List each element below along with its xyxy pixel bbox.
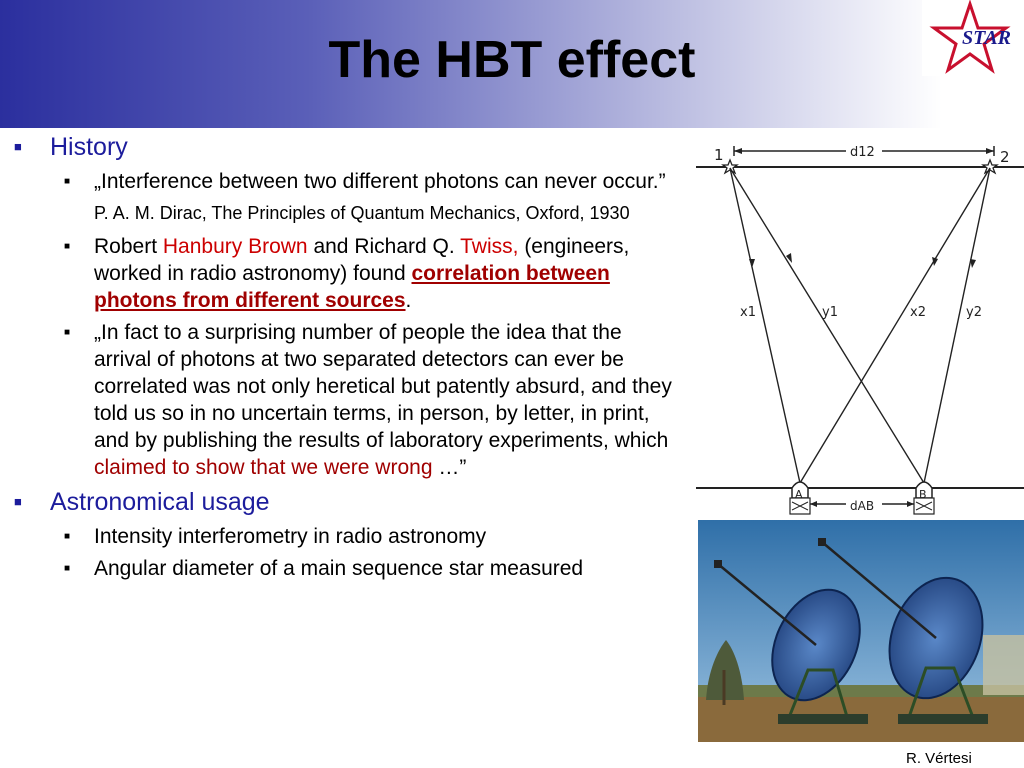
detector-a-label: A [795, 488, 803, 501]
slide-content [14, 132, 679, 587]
astro-item-2: Angular diameter of a main sequence star measured [94, 557, 584, 580]
correlation-link[interactable]: correlation between photons from different sources [94, 262, 610, 312]
text-robert: Robert [94, 235, 163, 258]
quote-ellipsis: …” [432, 456, 467, 479]
citation-text: P. A. M. Dirac, The Principles of Quantum Mechanics, Oxford, 1930 [94, 203, 630, 223]
star-1-label: 1 [714, 146, 724, 164]
bullet-angular-diameter [14, 555, 679, 582]
dab-label: dAB [850, 499, 875, 513]
y2-label: y2 [966, 305, 982, 320]
x1-label: x1 [740, 305, 756, 320]
x2-label: x2 [910, 305, 926, 320]
star-logo [922, 0, 1024, 76]
bullet-dirac-quote [14, 168, 679, 195]
logo-text: STAR [962, 27, 1011, 49]
astro-item-1: Intensity interferometry in radio astronomy [94, 525, 487, 548]
text-period: . [405, 289, 412, 312]
name-twiss: Twiss, [460, 235, 519, 258]
star-2-label: 2 [1000, 148, 1010, 166]
y1-label: y1 [822, 305, 838, 320]
d12-label: d12 [850, 145, 875, 160]
bullet-intensity-interferometry [14, 523, 679, 550]
radio-telescopes-photo [698, 520, 1024, 742]
hbt-diagram [696, 138, 1024, 520]
dirac-quote: „Interference between two different photons can never occur.” [94, 170, 666, 193]
text-and-richard: and Richard Q. [307, 235, 461, 258]
bullet-surprise-quote [14, 319, 679, 481]
bullet-hbt-discovery [14, 233, 679, 314]
astro-heading: Astronomical usage [50, 488, 270, 516]
bullet-astronomical-usage [14, 487, 679, 517]
author-credit: R. Vértesi [906, 750, 972, 767]
detector-b-label: B [919, 488, 927, 501]
dirac-citation [14, 201, 679, 225]
bullet-history [14, 132, 679, 162]
claimed-wrong-text: claimed to show that we were wrong [94, 456, 433, 479]
name-hanbury-brown: Hanbury Brown [162, 235, 308, 258]
text-engineers: (engineers, worked in radio astronomy) found [94, 235, 630, 285]
slide-title: The HBT effect [328, 31, 696, 89]
history-heading: History [50, 133, 128, 161]
surprise-quote-text: „In fact to a surprising number of people the idea that the arrival of photons at two separated detectors can ever be correlated was not only heretical but patently absurd, and they told us so in no uncertain terms, in person, by letter, in print, and by publishing the results of laboratory experiments, which [94, 321, 672, 452]
